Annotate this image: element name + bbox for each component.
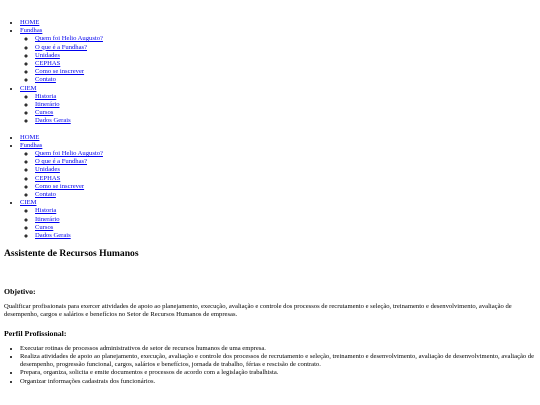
submenu-item (35, 76, 536, 84)
nav-link-como-inscrever[interactable]: Como se inscrever (35, 68, 85, 76)
submenu-item (35, 191, 536, 199)
list-item: • Realiza atividades de apoio ao planejamento, execução, avaliação e controle dos processos de recrutamento e seleção, treinamento e desenvolvimento, avaliação de desenvolvimento, avaliação de desempenho, progressão funcional, cargos, salários e benefícios, jornada de trabalho, férias e rescisão de contrato. (20, 353, 536, 369)
fundhas-submenu (20, 150, 536, 199)
nav-link-home[interactable]: HOME (20, 133, 40, 141)
submenu-item (35, 93, 536, 101)
submenu-item (35, 175, 536, 183)
nav-link-como-inscrever[interactable]: Como se inscrever (35, 182, 85, 190)
page-title: Assistente de Recursos Humanos (4, 248, 139, 260)
nav-link-unidades[interactable]: Unidades (35, 51, 60, 59)
ciem-submenu (20, 93, 536, 126)
nav-link-unidades[interactable]: Unidades (35, 166, 60, 174)
nav-link-itinerario[interactable]: Itinerário (35, 101, 60, 109)
nav-link-dados-gerais[interactable]: Dados Gerais (35, 117, 71, 125)
nav-link-home[interactable]: HOME (20, 19, 40, 26)
submenu-item (35, 232, 536, 240)
nav-link-ciem[interactable]: CIEM (20, 199, 37, 207)
submenu-item (35, 166, 536, 174)
nav-link-cursos[interactable]: Cursos (35, 223, 54, 231)
nav-link-historia[interactable]: Historia (35, 92, 57, 100)
main-nav-menu (4, 19, 536, 126)
nav-item-fundhas (20, 27, 536, 84)
perfil-heading: Perfil Profissional: (4, 328, 67, 338)
nav-link-fundhas[interactable]: Fundhas (20, 27, 43, 35)
nav-item-fundhas (20, 142, 536, 199)
submenu-item (35, 60, 536, 68)
nav-link-contato[interactable]: Contato (35, 191, 56, 199)
submenu-item (35, 109, 536, 117)
nav-item-home (20, 19, 536, 27)
nav-link-quem-foi[interactable]: Quem foi Helio Augusto? (35, 35, 103, 43)
nav-link-cursos[interactable]: Cursos (35, 109, 54, 117)
submenu-item (35, 216, 536, 224)
submenu-item (35, 158, 536, 166)
submenu-item (35, 207, 536, 215)
submenu-item (35, 183, 536, 191)
list-item: • Prepara, organiza, solicita e emite documentos e processos de acordo com a legislação trabalhista. (20, 369, 536, 377)
objetivo-heading: Objetivo: (4, 287, 36, 297)
perfil-list (4, 345, 536, 386)
nav-link-cephas[interactable]: CEPHAS (35, 60, 61, 68)
nav-link-fundhas[interactable]: Fundhas (20, 141, 43, 149)
secondary-nav-menu (4, 134, 536, 241)
nav-link-o-que-e[interactable]: O que é a Fundhas? (35, 158, 88, 166)
ciem-submenu (20, 207, 536, 240)
nav-link-itinerario[interactable]: Itinerário (35, 215, 60, 223)
nav-link-cephas[interactable]: CEPHAS (35, 174, 61, 182)
nav-link-quem-foi[interactable]: Quem foi Helio Augusto? (35, 150, 103, 158)
submenu-item (35, 35, 536, 43)
submenu-item (35, 101, 536, 109)
nav-link-o-que-e[interactable]: O que é a Fundhas? (35, 43, 88, 51)
submenu-item (35, 117, 536, 125)
fundhas-submenu (20, 35, 536, 84)
objetivo-text: Qualificar profissionais para exercer atividades de apoio ao planejamento, execução, avaliação e controle dos processos de recrutamento e seleção, treinamento e desenvolvimento, avaliação de desempenho, cargos e salários e benefícios no Setor de Recursos Humanos de empresas. (4, 303, 512, 319)
submenu-item (35, 52, 536, 60)
nav-link-dados-gerais[interactable]: Dados Gerais (35, 232, 71, 240)
submenu-item (35, 224, 536, 232)
nav-item-ciem (20, 199, 536, 240)
submenu-item (35, 68, 536, 76)
nav-item-ciem (20, 85, 536, 126)
submenu-item (35, 150, 536, 158)
list-item: • Organizar informações cadastrais dos funcionários. (20, 378, 536, 386)
nav-item-home (20, 134, 536, 142)
submenu-item (35, 44, 536, 52)
nav-link-contato[interactable]: Contato (35, 76, 56, 84)
nav-link-historia[interactable]: Historia (35, 207, 57, 215)
list-item: • Executar rotinas de processos administrativos de setor de recursos humanos de uma empresa. (20, 345, 536, 353)
nav-link-ciem[interactable]: CIEM (20, 84, 37, 92)
